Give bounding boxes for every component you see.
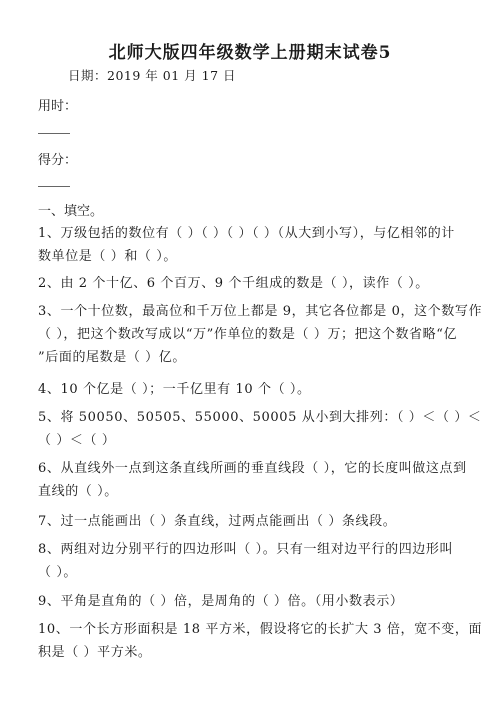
question-2 [38, 272, 468, 295]
question-8 [38, 538, 468, 584]
question-9 [38, 590, 468, 613]
question-line: 4、10 个亿是（ ）；一千亿里有 10 个（ ）。 [38, 382, 311, 397]
question-line: 9、平角是直角的（ ）倍，是周角的（ ）倍。（用小数表示） [38, 594, 404, 609]
question-line: 2、由 2 个十亿、6 个百万、9 个千组成的数是（ ），读作（ ）。 [38, 276, 429, 291]
question-line: 8、两组对边分别平行的四边形叫（ ）。只有一组对边平行的四边形叫 [38, 542, 454, 557]
question-line: 6、从直线外一点到这条直线所画的垂直线段（ ），它的长度叫做这点到 [38, 461, 467, 476]
question-line: 3、一个十位数，最高位和千万位上都是 9，其它各位都是 0，这个数写作 [38, 304, 483, 319]
question-4 [38, 378, 468, 401]
question-6 [38, 457, 468, 503]
question-10 [38, 618, 483, 664]
question-line: ”后面的尾数是（ ）亿。 [38, 350, 186, 365]
question-line: 数单位是（ ）和（ ）。 [38, 249, 177, 264]
question-line: （ ）＜（ ） [38, 433, 116, 448]
question-line: 1、万级包括的数位有（ ）（ ）（ ）（ ）（从大到小写），与亿相邻的计 [38, 226, 455, 241]
time-answer-line [38, 133, 70, 134]
question-line: 10、一个长方形面积是 18 平方米，假设将它的长扩大 3 倍，宽不变，面 [38, 622, 483, 637]
question-5 [38, 406, 482, 452]
score-label: 得分： [38, 153, 78, 168]
question-1 [38, 222, 468, 268]
question-7 [38, 510, 468, 533]
section-heading: 一、填空。 [38, 204, 104, 219]
date-line: 日期：2019 年 01 月 17 日 [68, 68, 236, 83]
question-line: 直线的（ ）。 [38, 484, 118, 499]
question-line: 7、过一点能画出（ ）条直线，过两点能画出（ ）条线段。 [38, 514, 397, 529]
question-line: 积是（ ）平方米。 [38, 645, 152, 660]
question-3 [38, 300, 483, 369]
score-answer-line [38, 186, 70, 187]
page-title: 北师大版四年级数学上册期末试卷5 [108, 43, 392, 63]
question-line: （ ）。 [38, 565, 78, 580]
time-label: 用时： [38, 99, 78, 114]
question-line: 5、将 50050、50505、55000、50005 从小到大排列：（ ）＜（ ）＜ [38, 410, 482, 425]
question-line: （ ），把这个数改写成以“万”作单位的数是（ ）万；把这个数省略“亿 [38, 327, 458, 342]
